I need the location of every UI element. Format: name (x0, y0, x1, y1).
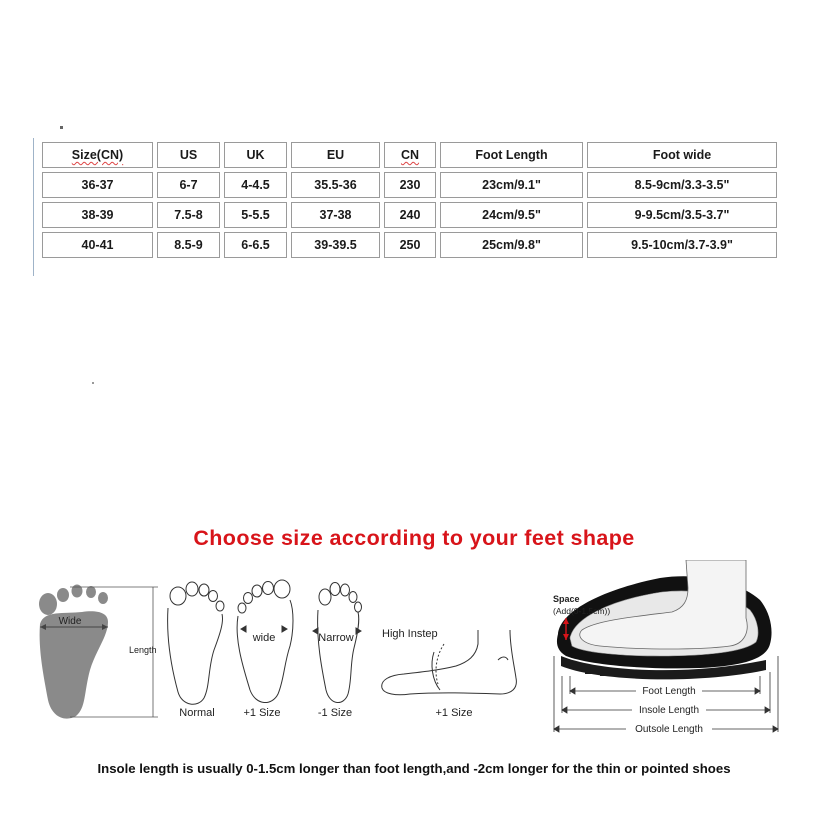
table-left-rule (33, 138, 34, 276)
table-row (42, 172, 777, 198)
table-cell: 230 (384, 172, 436, 198)
table-cell: 7.5-8 (157, 202, 220, 228)
table-row (42, 232, 777, 258)
table-cell: 39-39.5 (291, 232, 380, 258)
insole-note: Insole length is usually 0-1.5cm longer than foot length,and -2cm longer for the thin or pointed shoes (97, 761, 731, 776)
guide-headline: Choose size according to your feet shape (193, 526, 635, 550)
high-instep-title: High Instep (382, 628, 438, 640)
table-cell: 6-6.5 (224, 232, 287, 258)
header-us: US (157, 142, 220, 168)
space-label: Space (553, 594, 580, 604)
size-chart-table (38, 138, 781, 262)
table-cell: 35.5-36 (291, 172, 380, 198)
table-cell: 38-39 (42, 202, 153, 228)
header-foot-length: Foot Length (440, 142, 583, 168)
foot-length-measure-label: Foot Length (642, 686, 696, 697)
table-cell: 240 (384, 202, 436, 228)
stray-mark (60, 126, 63, 129)
foot-type-caption: Normal (179, 707, 215, 719)
table-cell: 25cm/9.8" (440, 232, 583, 258)
wide-label: Wide (58, 616, 82, 627)
header-uk: UK (224, 142, 287, 168)
header-foot-wide: Foot wide (587, 142, 777, 168)
foot-inner-label: Narrow (318, 632, 354, 644)
table-cell: 40-41 (42, 232, 153, 258)
foot-type-caption: +1 Size (243, 707, 281, 719)
table-cell: 36-37 (42, 172, 153, 198)
high-instep-caption: +1 Size (435, 707, 473, 719)
table-cell: 4-4.5 (224, 172, 287, 198)
table-cell: 8.5-9cm/3.3-3.5" (587, 172, 777, 198)
foot-inner-label: wide (252, 632, 276, 644)
table-cell: 250 (384, 232, 436, 258)
space-sub-label: (Add(0-1.5cm)) (553, 606, 611, 616)
gray-footprint-icon (39, 585, 108, 719)
stray-mark (92, 382, 94, 384)
outsole-length-measure-label: Outsole Length (635, 724, 703, 735)
header-size-cn: Size(CN) (42, 142, 153, 168)
table-cell: 24cm/9.5" (440, 202, 583, 228)
table-cell: 23cm/9.1" (440, 172, 583, 198)
normal-foot-icon (168, 582, 224, 704)
table-cell: 37-38 (291, 202, 380, 228)
insole-length-measure-label: Insole Length (638, 705, 700, 716)
foot-type-caption: -1 Size (317, 707, 353, 719)
table-cell: 6-7 (157, 172, 220, 198)
foot-shape-diagram (0, 560, 828, 750)
header-eu: EU (291, 142, 380, 168)
table-header-row (42, 142, 777, 168)
table-cell: 5-5.5 (224, 202, 287, 228)
length-label: Length (129, 645, 157, 655)
table-cell: 9.5-10cm/3.7-3.9" (587, 232, 777, 258)
table-row (42, 202, 777, 228)
table-cell: 8.5-9 (157, 232, 220, 258)
header-cn: CN (384, 142, 436, 168)
table-cell: 9-9.5cm/3.5-3.7" (587, 202, 777, 228)
